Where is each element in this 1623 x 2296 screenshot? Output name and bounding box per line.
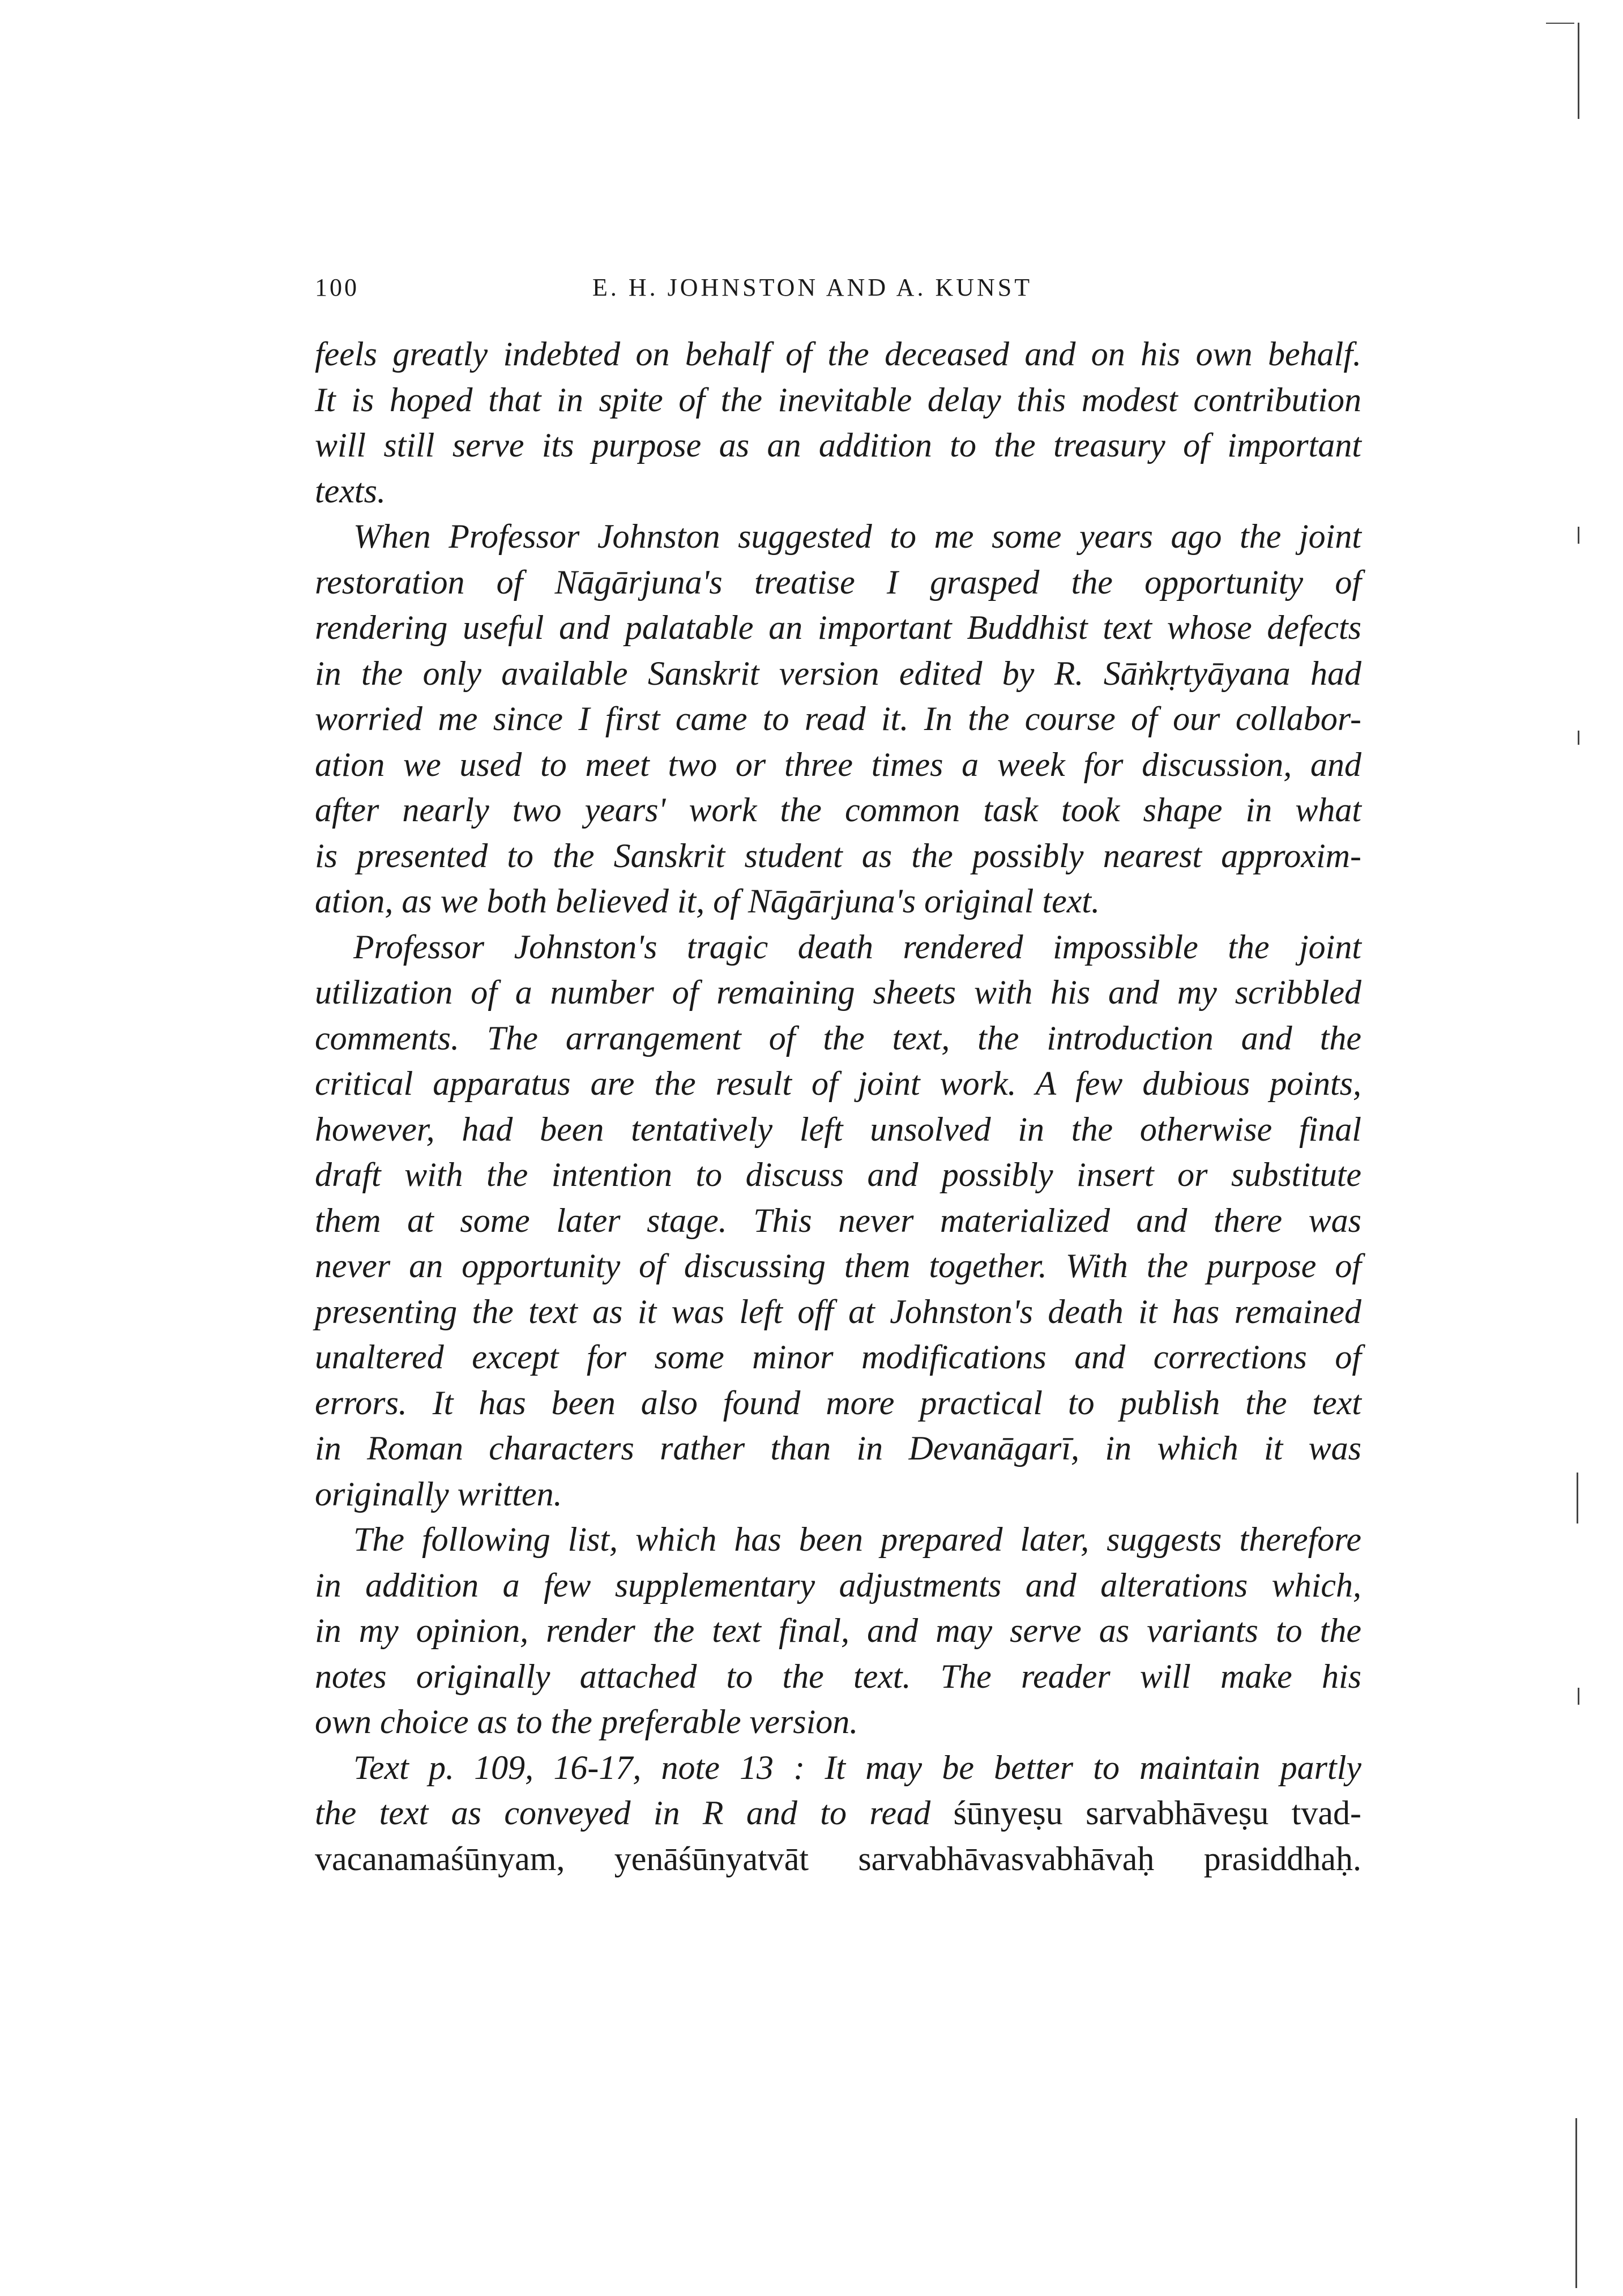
text-line: in addition a few supplementary adjustments and alterations which, [315, 1566, 1361, 1604]
text-line: in Roman characters rather than in Devanāgarī, in which it was [315, 1429, 1361, 1467]
text-line: presenting the text as it was left off at Johnston's death it has remained [315, 1292, 1361, 1330]
sanskrit-text: vacanamaśūnyam, yenāśūnyatvāt sarvabhāvasvabhāvaḥ prasiddhaḥ. [315, 1840, 1361, 1877]
text-line: worried me since I first came to read it. In the course of our collabor- [315, 700, 1361, 737]
text-line: critical apparatus are the result of joint work. A few dubious points, [315, 1065, 1361, 1102]
text-line [315, 1836, 1361, 1882]
text-line: Professor Johnston's tragic death rendered impossible the joint [353, 928, 1361, 966]
text-line: after nearly two years' work the common task took shape in what [315, 791, 1361, 829]
page-number: 100 [315, 274, 359, 301]
body-text [315, 331, 1361, 1881]
paragraph-1 [315, 331, 1361, 514]
text-line: rendering useful and palatable an important Buddhist text whose defects [315, 609, 1361, 646]
scan-edge-mark [1546, 23, 1574, 24]
text-line: restoration of Nāgārjuna's treatise I grasped the opportunity of [315, 563, 1361, 601]
scan-edge-mark [1577, 1473, 1578, 1523]
scan-edge-mark [1578, 1688, 1579, 1705]
text-line: unaltered except for some minor modifications and corrections of [315, 1338, 1361, 1376]
text-line: comments. The arrangement of the text, the introduction and the [315, 1019, 1361, 1057]
text-line: is presented to the Sanskrit student as the possibly nearest approxim- [315, 837, 1361, 874]
running-head [315, 273, 1368, 307]
text-line: in my opinion, render the text final, and may serve as variants to the [315, 1612, 1361, 1649]
text-line: feels greatly indebted on behalf of the deceased and on his own behalf. [315, 335, 1361, 373]
text-line: The following list, which has been prepared later, suggests therefore [353, 1521, 1361, 1558]
text-line: never an opportunity of discussing them together. With the purpose of [315, 1247, 1361, 1284]
text-line: in the only available Sanskrit version edited by R. Sāṅkṛtyāyana had [315, 654, 1361, 692]
text-line: texts. [315, 472, 386, 510]
paragraph-5-note [315, 1745, 1361, 1882]
italic-text: the text as conveyed in R and to read [315, 1794, 954, 1832]
scan-edge-mark [1575, 2118, 1577, 2288]
text-line: errors. It has been also found more practical to publish the text [315, 1384, 1361, 1422]
header-authors: E. H. JOHNSTON AND A. KUNST [592, 274, 1033, 301]
text-line [315, 1745, 1361, 1791]
text-line: ation we used to meet two or three times a week for discussion, and [315, 745, 1361, 783]
text-line: however, had been tentatively left unsolved in the otherwise final [315, 1110, 1361, 1148]
text-line: utilization of a number of remaining sheets with his and my scribbled [315, 974, 1361, 1011]
text-line: them at some later stage. This never materialized and there was [315, 1201, 1361, 1239]
scan-edge-mark [1578, 731, 1579, 745]
text-line: When Professor Johnston suggested to me some years ago the joint [353, 518, 1361, 555]
text-line [315, 1790, 1361, 1836]
paragraph-3 [315, 924, 1361, 1517]
scan-edge-mark [1578, 23, 1579, 119]
paragraph-2 [315, 514, 1361, 924]
paragraph-4 [315, 1517, 1361, 1745]
sanskrit-text: śūnyeṣu sarvabhāveṣu tvad- [953, 1794, 1361, 1832]
text-line: notes originally attached to the text. The reader will make his [315, 1657, 1361, 1695]
text-line: It is hoped that in spite of the inevitable delay this modest contribution [315, 381, 1361, 419]
text-line: ation, as we both believed it, of Nāgārjuna's original text. [315, 882, 1100, 920]
text-line: originally written. [315, 1475, 562, 1513]
note-reference: Text p. 109, 16-17, note 13 : It may be better to maintain partly [353, 1748, 1361, 1786]
text-line: will still serve its purpose as an addition to the treasury of important [315, 426, 1361, 464]
scan-edge-mark [1578, 527, 1579, 544]
text-line: own choice as to the preferable version. [315, 1703, 859, 1740]
text-line: draft with the intention to discuss and possibly insert or substitute [315, 1156, 1361, 1193]
